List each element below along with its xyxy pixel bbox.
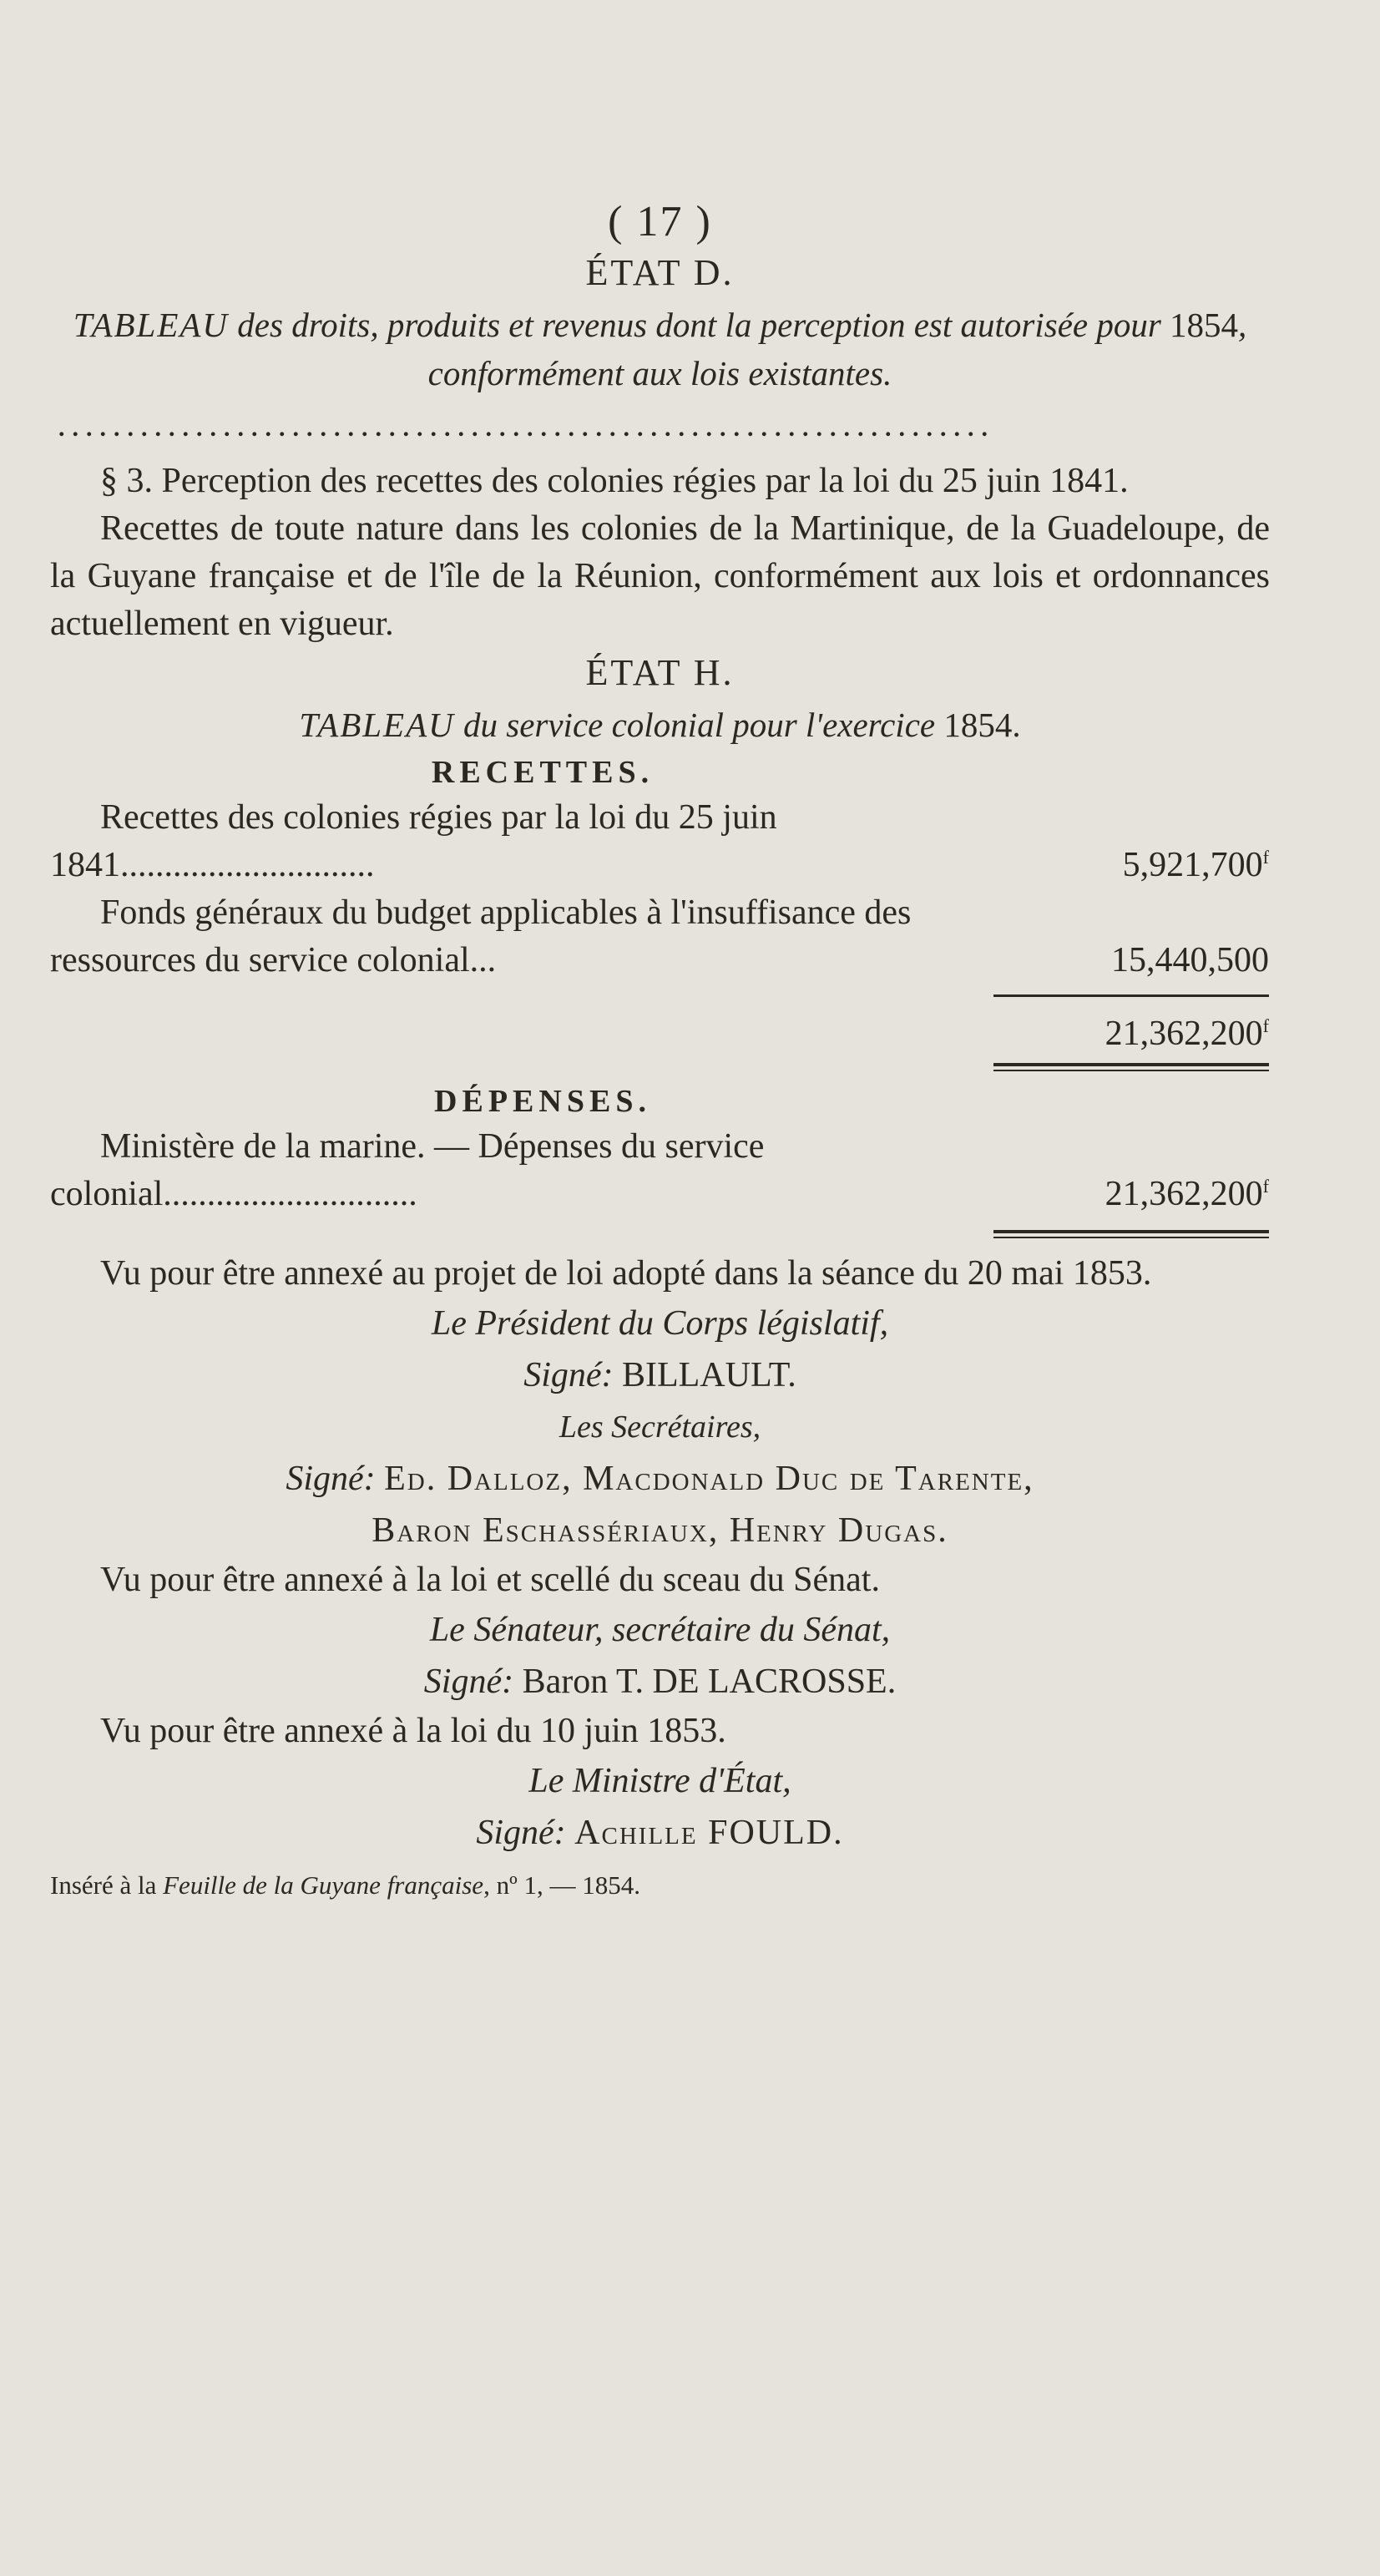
etat-d-title-end: , conformément aux lois existantes. (427, 306, 1247, 392)
recettes-total: 21,362,200$^f$ (1105, 1015, 1269, 1053)
senateur-signe: Signé: (423, 1663, 514, 1701)
depenses-row-amount: 21,362,200$^f$ (1105, 1175, 1269, 1213)
etat-d-title-rest: des droits, produits et revenus dont la perception est autorisée pour (229, 306, 1170, 344)
depenses-row-desc: Ministère de la marine. — Dépenses du service colonial............................. (50, 1127, 765, 1213)
etat-d-title-year: 1854 (1170, 306, 1239, 344)
ministre-block (50, 1755, 1270, 1859)
president-title: Le Président du Corps législatif, (431, 1304, 889, 1343)
etat-h-title (50, 701, 1270, 749)
senateur-name: Baron T. DE LACROSSE. (522, 1663, 897, 1701)
dotted-separator: .................................................................... (58, 416, 995, 441)
ministre-signe: Signé: (476, 1814, 566, 1852)
recettes-row-amount: 15,440,500 (1111, 941, 1269, 979)
section-3-paragraph: § 3. Perception des recettes des colonies régies par la loi du 25 juin 1841. (100, 462, 1129, 500)
vu-annexe-loi: Vu pour être annexé à la loi du 10 juin 1853. (100, 1712, 726, 1750)
ministre-title: Le Ministre d'État, (528, 1762, 791, 1800)
page-number: ( 17 ) (608, 198, 712, 245)
depenses-heading: DÉPENSES. (434, 1084, 651, 1119)
secretaires-signe: Signé: (286, 1460, 376, 1498)
president-block (50, 1298, 1270, 1556)
president-signe: Signé: (523, 1356, 614, 1394)
etat-d-title-lead: TABLEAU (73, 306, 230, 344)
recettes-row-desc: Fonds généraux du budget applicables à l'insuffisance des ressources du service colonial... (50, 893, 912, 979)
etat-h-title-lead: TABLEAU (299, 706, 455, 744)
etat-h-heading: ÉTAT H. (585, 652, 735, 693)
total-double-rule (993, 1063, 1269, 1071)
recettes-row (50, 889, 1269, 984)
footnote-post: , nº 1, — 1854. (483, 1870, 640, 1900)
vu-annexe-projet: Vu pour être annexé au projet de loi adopté dans la séance du 20 mai 1853. (100, 1254, 1152, 1293)
recettes-description-paragraph: Recettes de toute nature dans les colonies de la Martinique, de la Guadeloupe, de la Guyane française et de l'île de la Réunion, conformément aux lois et ordonnances actuellement en vigueur. (50, 509, 1270, 643)
secretaires-line2: Baron Eschassériaux, Henry Dugas. (372, 1511, 948, 1550)
senateur-block (50, 1604, 1270, 1708)
total-rule (993, 994, 1269, 997)
ministre-name: Achille FOULD. (574, 1814, 844, 1852)
etat-h-title-rest: du service colonial pour l'exercice (454, 706, 944, 744)
president-name: BILLAULT. (621, 1356, 796, 1394)
senateur-title: Le Sénateur, secrétaire du Sénat, (429, 1611, 891, 1649)
footnote-pre: Inséré à la (50, 1870, 164, 1900)
recettes-row-amount: 5,921,700$^f$ (1122, 846, 1269, 884)
recettes-heading: RECETTES. (431, 755, 655, 790)
footnote (50, 1870, 1270, 1900)
etat-d-heading: ÉTAT D. (585, 252, 735, 293)
footnote-italic: Feuille de la Guyane française (163, 1870, 484, 1900)
depenses-double-rule (993, 1230, 1269, 1238)
secretaires-title: Les Secrétaires, (559, 1409, 761, 1445)
vu-annexe-senat: Vu pour être annexé à la loi et scellé du sceau du Sénat. (100, 1561, 880, 1599)
recettes-row-desc: Recettes des colonies régies par la loi du 25 juin 1841............................. (50, 798, 777, 884)
etat-h-title-year: 1854. (943, 706, 1021, 744)
recettes-row (50, 794, 1269, 889)
depenses-row (50, 1123, 1269, 1218)
etat-d-title (50, 301, 1270, 397)
secretaires-line1: Ed. Dalloz, Macdonald Duc de Tarente, (384, 1460, 1034, 1498)
recettes-table (50, 794, 1269, 1238)
